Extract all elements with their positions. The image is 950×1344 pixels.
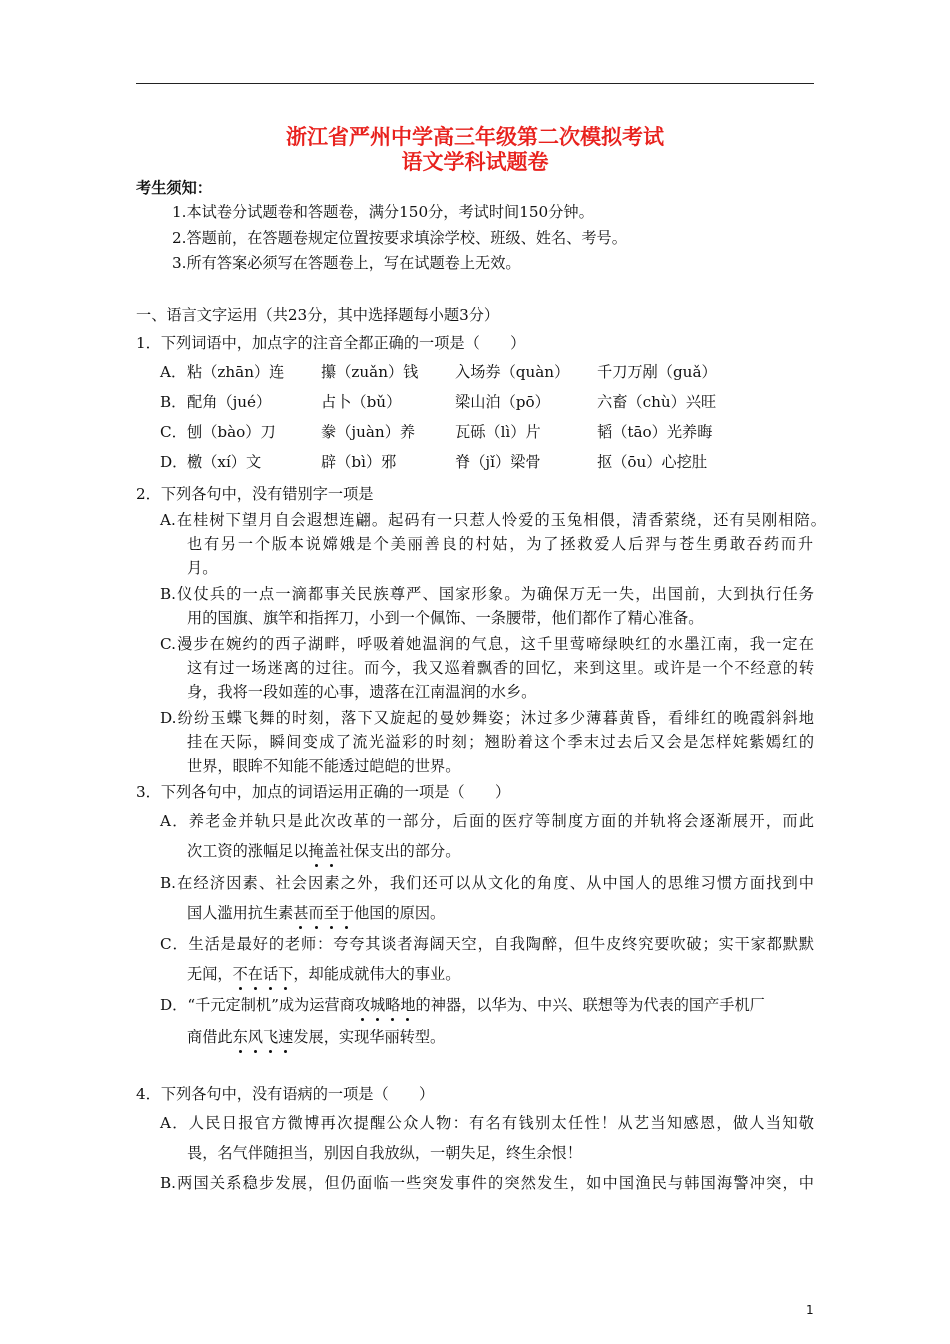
notice-item: 3.所有答案必须写在答题卷上，写在试题卷上无效。 (172, 254, 521, 272)
plain-text: 无闻， (187, 965, 233, 983)
question-2-stem: 2．下列各句中，没有错别字一项是 (136, 485, 374, 503)
option-item: 檄（xí）文 (187, 453, 262, 471)
q3-option-b-line: B.在经济因素、社会因素之外，我们还可以从文化的角度、从中国人的思维习惯方面找到中 (160, 874, 814, 892)
dotted-term (293, 904, 354, 922)
q3-option-c-line (187, 963, 460, 985)
exam-title: 浙江省严州中学高三年级第二次模拟考试 (286, 124, 664, 149)
dotted-char: 掩 (308, 842, 324, 860)
option-item: 刨（bào）刀 (187, 423, 276, 441)
q3-option-a-line (187, 840, 460, 862)
dotted-char: 下 (278, 965, 294, 983)
option-label: A． (160, 363, 187, 381)
option-label: D． (160, 453, 188, 471)
q3-option-c-line: C．生活是最好的老师：夸夸其谈者海阔天空，自我陶醉，但牛皮终究要吹破；实干家都默默 (160, 935, 814, 953)
question-4-stem: 4．下列各句中，没有语病的一项是（ ） (136, 1085, 435, 1103)
dotted-char: 盖 (323, 842, 339, 860)
q2-option-c-line: 身，我将一段如莲的心事，遗落在江南温润的水乡。 (187, 683, 537, 701)
option-item: 辟（bì）邪 (321, 453, 397, 471)
option-item: 脊（jǐ）梁骨 (455, 453, 541, 471)
dotted-char: 攻 (354, 996, 370, 1014)
dotted-char: 在 (247, 965, 263, 983)
section-heading: 一、语言文字运用（共23分，其中选择题每小题3分） (136, 306, 500, 324)
dotted-char: 于 (338, 904, 355, 922)
option-item: 千刀万剐（guǎ） (597, 363, 717, 381)
option-label: B． (160, 393, 187, 411)
q4-option-a-line: A．人民日报官方微博再次提醒公众人物：有名有钱别太任性！从艺当知感恩，做人当知敬 (160, 1114, 814, 1132)
q2-option-d-line: 世界，眼眸不知能不能透过皑皑的世界。 (187, 757, 461, 775)
q2-option-a-line: 也有另一个版本说嫦娥是个美丽善良的村姑，为了拯救爱人后羿与苍生勇敢吞药而升 (187, 535, 813, 553)
q4-option-a-line: 畏，名气伴随担当，别因自我放纵，一朝失足，终生余恨！ (187, 1144, 582, 1162)
header-rule (136, 83, 814, 84)
dotted-char: 而 (308, 904, 324, 922)
q2-option-c-line: 这有过一场迷离的过往。而今，我又巡着飘香的回忆，来到这里。或许是一个不经意的转 (187, 659, 814, 677)
option-item: 占卜（bǔ） (321, 393, 402, 411)
plain-text: 商借此 (187, 1028, 233, 1046)
dotted-term (309, 842, 339, 860)
plain-text: 社保支出的部分。 (338, 842, 461, 860)
q3-option-d-line (160, 994, 765, 1016)
notice-item: 1.本试卷分试题卷和答题卷，满分150分，考试时间150分钟。 (172, 203, 594, 221)
dotted-term (233, 965, 294, 983)
option-item: 梁山泊（pō） (455, 393, 550, 411)
plain-text: 他国的原因。 (354, 904, 446, 922)
dotted-char: 不 (232, 965, 248, 983)
question-3-stem: 3．下列各句中，加点的词语运用正确的一项是（ ） (136, 783, 511, 801)
dotted-char: 至 (323, 904, 339, 922)
notice-item: 2.答题前，在答题卷规定位置按要求填涂学校、班级、姓名、考号。 (172, 229, 627, 247)
plain-text: 次工资的涨幅足以 (187, 842, 309, 860)
q3-option-a-line: A．养老金并轨只是此次改革的一部分，后面的医疗等制度方面的并轨将会逐渐展开，而此 (160, 812, 814, 830)
option-item: 配角（jué） (187, 393, 272, 411)
dotted-char: 城 (369, 996, 386, 1014)
plain-text: D．“千元定制机”成为运营商 (160, 996, 355, 1014)
dotted-char: 速 (278, 1028, 294, 1046)
q2-option-a-line: A.在桂树下望月自会遐想连翩。起码有一只惹人怜爱的玉兔相偎，清香萦绕，还有吴刚相陪。 (160, 511, 826, 529)
q3-option-d-line (187, 1026, 445, 1048)
dotted-char: 东 (232, 1028, 248, 1046)
option-item: 瓦砾（lì）片 (455, 423, 541, 441)
q2-option-b-line: B.仪仗兵的一点一滴都事关民族尊严、国家形象。为确保万无一失，出国前，大到执行任务 (160, 585, 814, 603)
option-label: C． (160, 423, 187, 441)
dotted-char: 地 (400, 996, 416, 1014)
page-number: 1 (806, 1303, 814, 1317)
q2-option-d-line: D.纷纷玉蝶飞舞的时刻，落下又旋起的曼妙舞姿；沐过多少薄暮黄昏，看绯红的晚霞斜斜地 (160, 709, 814, 727)
dotted-char: 略 (385, 996, 401, 1014)
exam-subtitle: 语文学科试题卷 (401, 149, 549, 174)
plain-text: 发展，实现华丽转型。 (293, 1028, 446, 1046)
q2-option-c-line: C.漫步在婉约的西子湖畔，呼吸着她温润的气息，这千里莺啼绿映红的水墨江南，我一定在 (160, 635, 814, 653)
option-item: 攥（zuǎn）钱 (321, 363, 419, 381)
q2-option-b-line: 用的国旗、旗竿和指挥刀，小到一个佩饰、一条腰带，他们都作了精心准备。 (187, 609, 704, 627)
dotted-char: 甚 (293, 904, 309, 922)
dotted-char: 飞 (262, 1028, 279, 1046)
option-item: 入场券（quàn） (455, 363, 570, 381)
dotted-char: 话 (262, 965, 279, 983)
plain-text: 国人滥用抗生素 (187, 904, 294, 922)
option-item: 粘（zhān）连 (187, 363, 285, 381)
dotted-term (233, 1028, 294, 1046)
dotted-char: 风 (247, 1028, 263, 1046)
q4-option-b-line: B.两国关系稳步发展，但仍面临一些突发事件的突然发生，如中国渔民与韩国海警冲突，中 (160, 1174, 814, 1192)
dotted-term (355, 996, 416, 1014)
question-1-stem: 1．下列词语中，加点字的注音全都正确的一项是（ ） (136, 334, 526, 352)
q3-option-b-line (187, 902, 445, 924)
option-item: 抠（ōu）心挖肚 (597, 453, 708, 471)
q2-option-d-line: 挂在天际，瞬间变成了流光溢彩的时刻；翘盼着这个季末过去后又会是怎样姹紫嫣红的 (187, 733, 814, 751)
option-item: 韬（tāo）光养晦 (597, 423, 713, 441)
plain-text: ，却能成就伟大的事业。 (293, 965, 461, 983)
option-item: 六畜（chù）兴旺 (597, 393, 717, 411)
option-item: 豢（juàn）养 (321, 423, 416, 441)
q2-option-a-line: 月。 (187, 559, 218, 577)
notice-heading: 考生须知： (136, 179, 212, 197)
plain-text: 的神器，以华为、中兴、联想等为代表的国产手机厂 (415, 996, 765, 1014)
